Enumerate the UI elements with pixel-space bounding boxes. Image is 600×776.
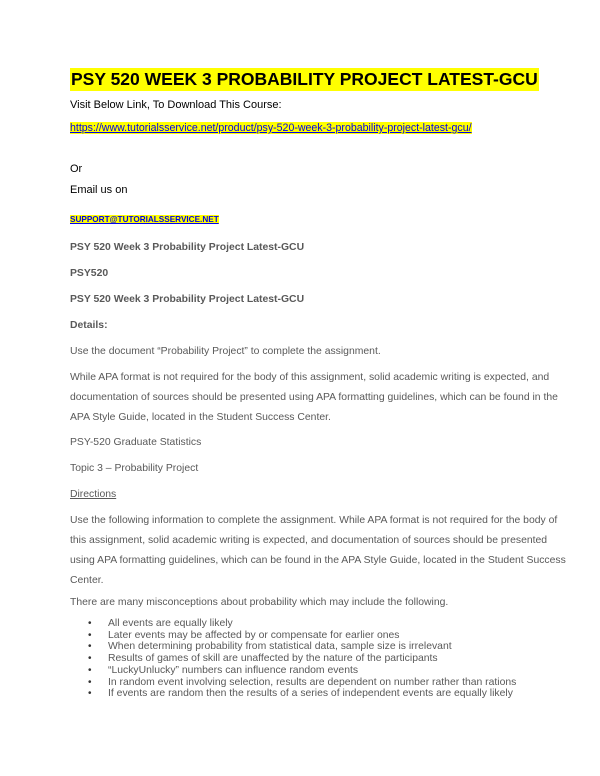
email-label: Email us on <box>70 184 128 196</box>
bullet-icon: • <box>88 629 92 641</box>
bullet-icon: • <box>88 664 92 676</box>
or-text: Or <box>70 163 83 175</box>
details-label: Details: <box>70 320 108 331</box>
topic-text: Topic 3 – Probability Project <box>70 463 199 474</box>
course-name: PSY-520 Graduate Statistics <box>70 437 202 448</box>
list-item: • In random event involving selection, results are dependent on number rather than rations <box>88 676 517 688</box>
list-item: • “LuckyUnlucky” numbers can influence random events <box>88 664 359 676</box>
apa-paragraph: While APA format is not required for the body of this assignment, solid academic writing is expected, and documentation of sources should be presented using APA formatting guidelines, which can be found in the APA Style Guide, located in the Student Success Center. <box>70 372 558 423</box>
page-title: PSY 520 WEEK 3 PROBABILITY PROJECT LATEST-GCU <box>71 69 538 89</box>
email-line <box>70 213 219 225</box>
heading-1: PSY 520 Week 3 Probability Project Latest-GCU <box>70 242 305 253</box>
directions-paragraph: Use the following information to complete the assignment. While APA format is not required for the body of this assignment, solid academic writing is expected, and documentation of sources should be presented using APA formatting guidelines, which can be found in the APA Style Guide, located in the Student Success Center. <box>70 515 566 586</box>
visit-text: Visit Below Link, To Download This Course: <box>70 99 282 111</box>
list-item: • If events are random then the results of a series of independent events are equally likely <box>88 688 513 700</box>
email-link[interactable]: SUPPORT@TUTORIALSSERVICE.NET <box>70 215 219 224</box>
bullet-icon: • <box>88 676 92 688</box>
directions-label: Directions <box>70 489 117 500</box>
list-item: • When determining probability from statistical data, sample size is irrelevant <box>88 641 452 653</box>
bullet-icon: • <box>88 653 92 665</box>
list-item: • All events are equally likely <box>88 618 233 629</box>
list-item: • Later events may be affected by or compensate for earlier ones <box>88 629 400 641</box>
instruction-text: Use the document “Probability Project” to complete the assignment. <box>70 346 381 357</box>
course-link[interactable]: https://www.tutorialsservice.net/product/psy-520-week-3-probability-project-latest-gcu/ <box>70 122 472 134</box>
bullet-icon: • <box>88 641 92 653</box>
course-code: PSY520 <box>70 268 109 279</box>
misconceptions-intro: There are many misconceptions about probability which may include the following. <box>70 597 449 608</box>
bullet-icon: • <box>88 688 92 700</box>
course-link-line <box>70 122 472 134</box>
heading-2: PSY 520 Week 3 Probability Project Latest-GCU <box>70 294 305 305</box>
misconception-list <box>70 618 570 700</box>
list-item: • Results of games of skill are unaffected by the nature of the participants <box>88 653 438 665</box>
bullet-icon: • <box>88 618 92 629</box>
